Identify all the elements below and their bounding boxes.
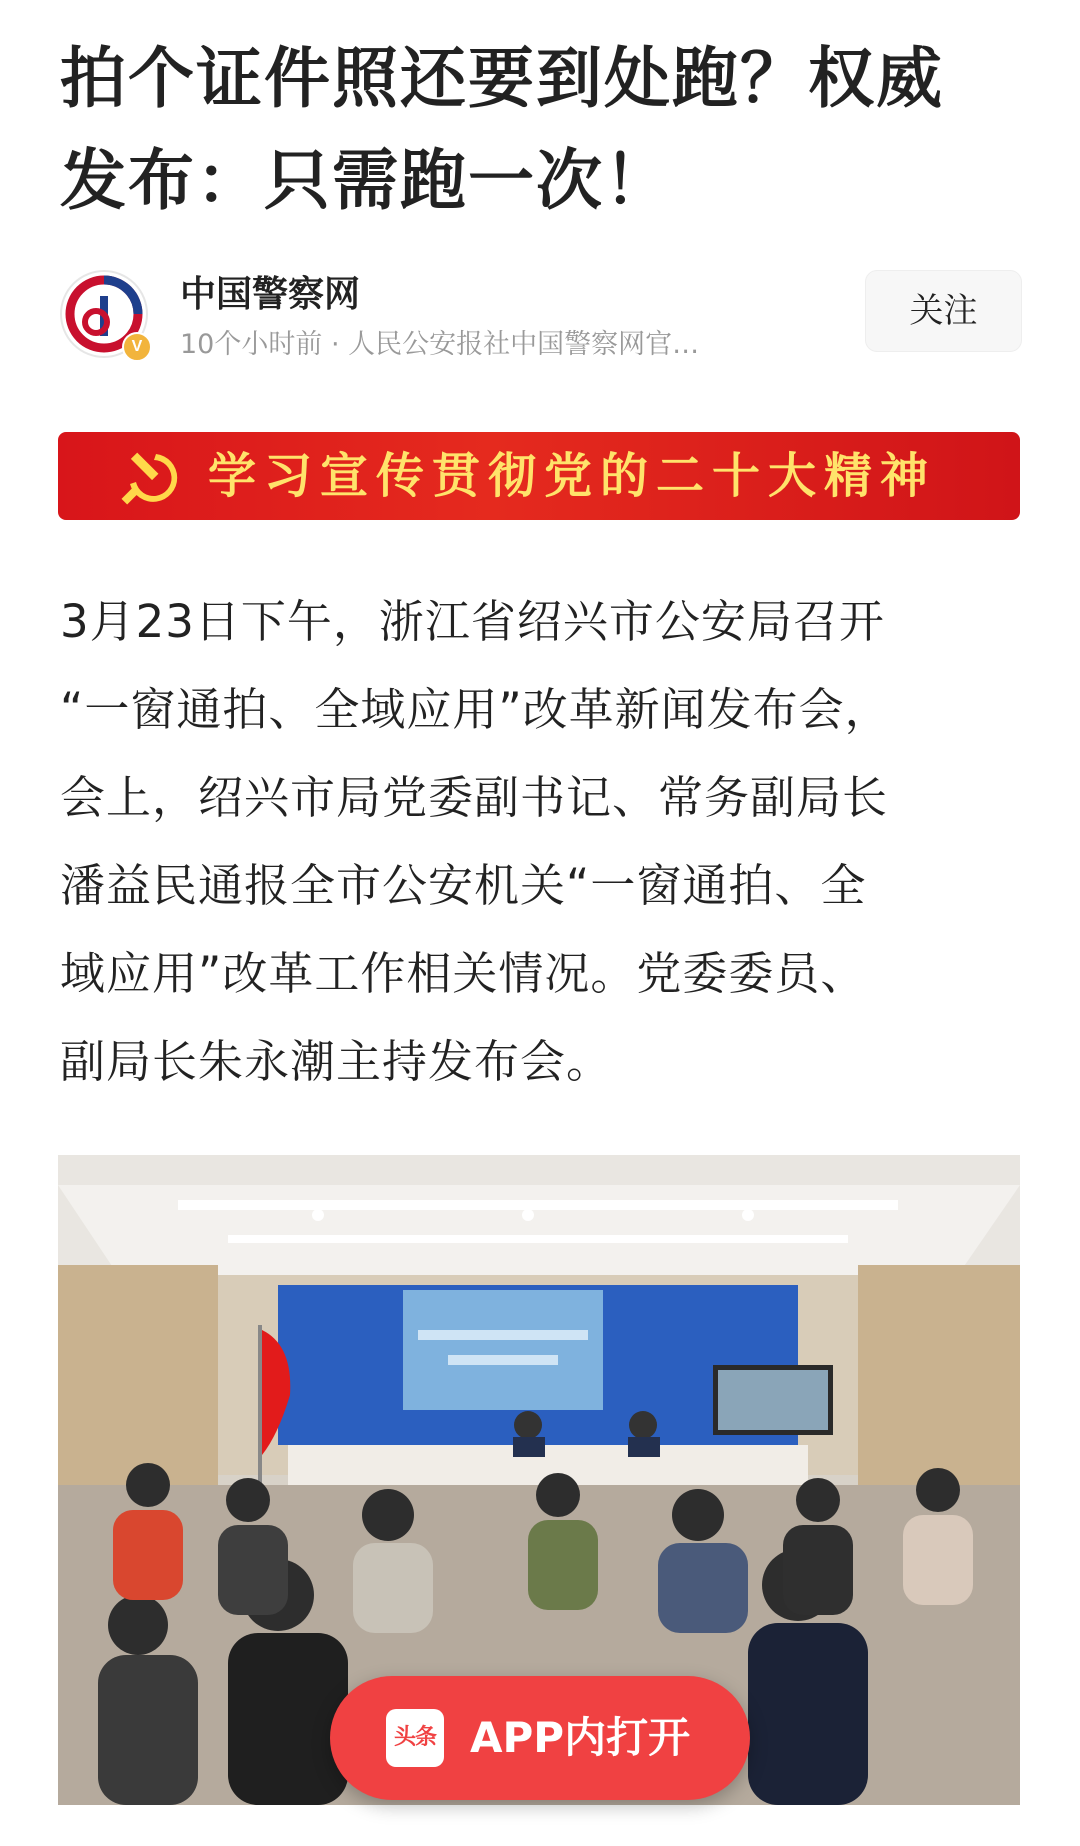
author-meta: 10个小时前 · 人民公安报社中国警察网官… xyxy=(180,329,700,360)
body-line: 3月23日下午，浙江省绍兴市公安局召开 xyxy=(60,595,885,648)
article-body xyxy=(60,578,1020,1106)
hammer-sickle-icon xyxy=(116,444,180,508)
article-title xyxy=(60,28,1020,232)
banner-text: 学习宣传贯彻党的二十大精神 xyxy=(208,448,937,504)
body-line: 域应用”改革工作相关情况。党委委员、 xyxy=(60,947,867,1000)
body-line: 副局长朱永潮主持发布会。 xyxy=(60,1035,613,1088)
toutiao-app-icon xyxy=(386,1709,444,1767)
article-title-line-1: 拍个证件照还要到处跑？权威 xyxy=(60,40,944,117)
body-line: “一窗通拍、全域应用”改革新闻发布会， xyxy=(60,683,891,736)
open-in-app-button[interactable] xyxy=(330,1676,750,1800)
toutiao-icon-label: 头条 xyxy=(393,1725,436,1750)
author-name[interactable]: 中国警察网 xyxy=(180,274,361,315)
author-row xyxy=(60,262,1020,362)
verified-badge-icon: V xyxy=(122,332,152,362)
party-banner xyxy=(58,432,1020,520)
follow-button[interactable]: 关注 xyxy=(865,270,1022,352)
article-title-line-2: 发布：只需跑一次！ xyxy=(60,142,672,219)
open-in-app-label: APP内打开 xyxy=(470,1713,691,1762)
body-line: 潘益民通报全市公安机关“一窗通拍、全 xyxy=(60,859,867,912)
body-line: 会上，绍兴市局党委副书记、常务副局长 xyxy=(60,771,889,824)
